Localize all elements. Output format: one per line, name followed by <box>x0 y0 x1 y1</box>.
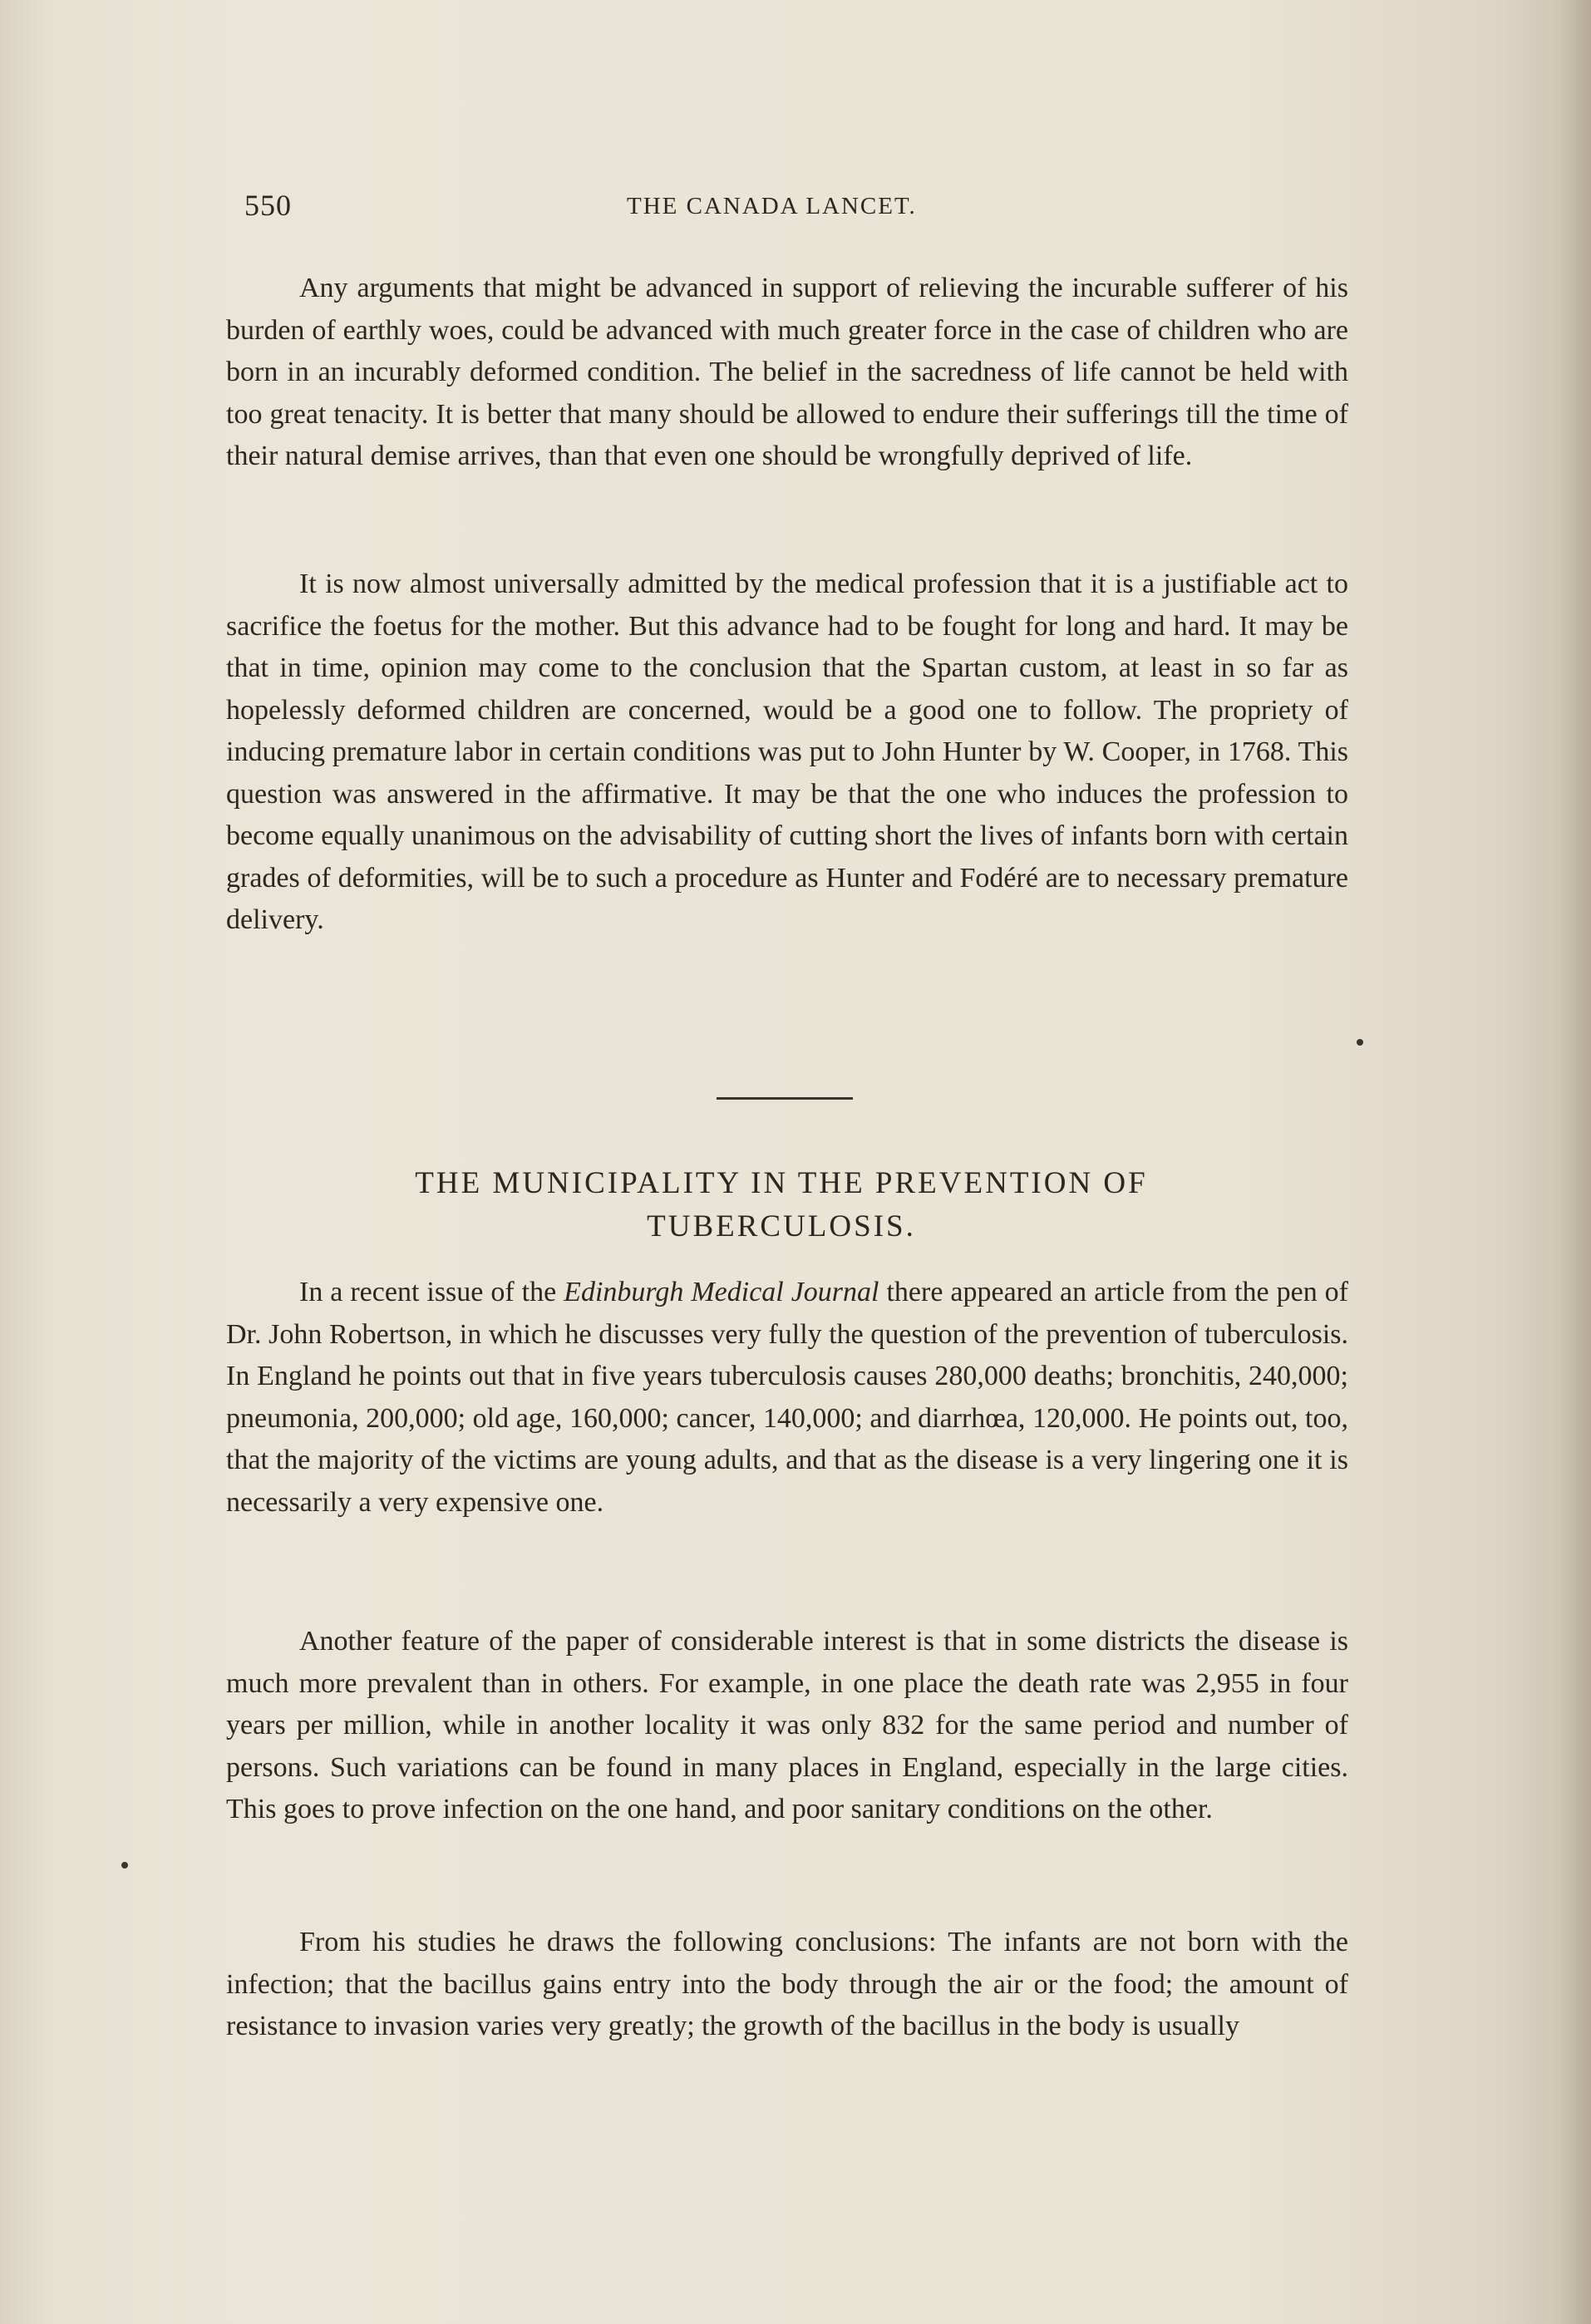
print-speck <box>1357 1039 1363 1046</box>
article-title <box>274 1162 1288 1248</box>
paragraph-incurable-sufferer: Any arguments that might be advanced in support of relieving the incurable sufferer of his burden of earthly woes, could be advanced with much greater force in the case of children who are born in an incurably deformed condition. The belief in the sacredness of life cannot be held with too great tenacity. It is better that many should be allowed to endure their sufferings till the time of their natural demise arrives, than that even one should be wrongfully deprived of life. <box>226 273 1348 471</box>
paragraph-foetus-sacrifice: It is now almost universally admitted by the medical profession that it is a justifiable act to sacrifice the foetus for the mother. But this advance had to be fought for long and hard. It may be that in time, opinion may come to the conclusion that the Spartan custom, at least in so far as hopelessly deformed children are concerned, would be a good one to follow. The propriety of inducing premature labor in certain conditions was put to John Hunter by W. Cooper, in 1768. This question was answered in the affirmative. It may be that the one who induces the profession to become equally unanimous on the advisability of cutting short the lives of infants born with certain grades of deformities, will be to such a procedure as Hunter and Fodéré are to necessary premature delivery. <box>226 569 1348 935</box>
article-title-line-2: TUBERCULOSIS. <box>647 1209 916 1243</box>
section-divider <box>717 1097 853 1100</box>
page-shadow-edge <box>1558 0 1591 2324</box>
article-title-line-1: THE MUNICIPALITY IN THE PREVENTION OF <box>415 1166 1148 1200</box>
p1-body-text: there appeared an article from the pen of Dr. John Robertson, in which he discusses very fully the question of the prevention of tuberculosis. In England he points out that in five years tuberculosis causes 280,000 deaths; bronchitis, 240,000; pneumonia, 200,000; old age, 160,000; cancer, 140,000; and diarrhœa, 120,000. He points out, too, that the majority of the victims are young adults, and that as the disease is a very lingering one it is necessarily a very expensive one. <box>226 1277 1348 1518</box>
running-title: THE CANADA LANCET. <box>627 193 917 219</box>
page-header <box>244 188 1350 229</box>
p1-intro-text: In a recent issue of the <box>299 1277 564 1307</box>
journal-name: Edinburgh Medical Journal <box>564 1277 879 1307</box>
print-speck <box>121 1862 128 1869</box>
page-number: 550 <box>244 189 292 222</box>
paragraph-robertson-article <box>226 1272 1348 1524</box>
paragraph-conclusions: From his studies he draws the following conclusions: The infants are not born with the infection; that the bacillus gains entry into the body through the air or the food; the amount of resistance to invasion varies very greatly; the growth of the bacillus in the body is usually <box>226 1927 1348 2041</box>
paragraph-regional-prevalence: Another feature of the paper of considerable interest is that in some districts the disease is much more prevalent than in others. For example, in one place the death rate was 2,955 in four years per million, while in another locality it was only 832 for the same period and number of persons. Such variations can be found in many places in England, especially in the large cities. This goes to prove infection on the one hand, and poor sanitary conditions on the other. <box>226 1626 1348 1824</box>
